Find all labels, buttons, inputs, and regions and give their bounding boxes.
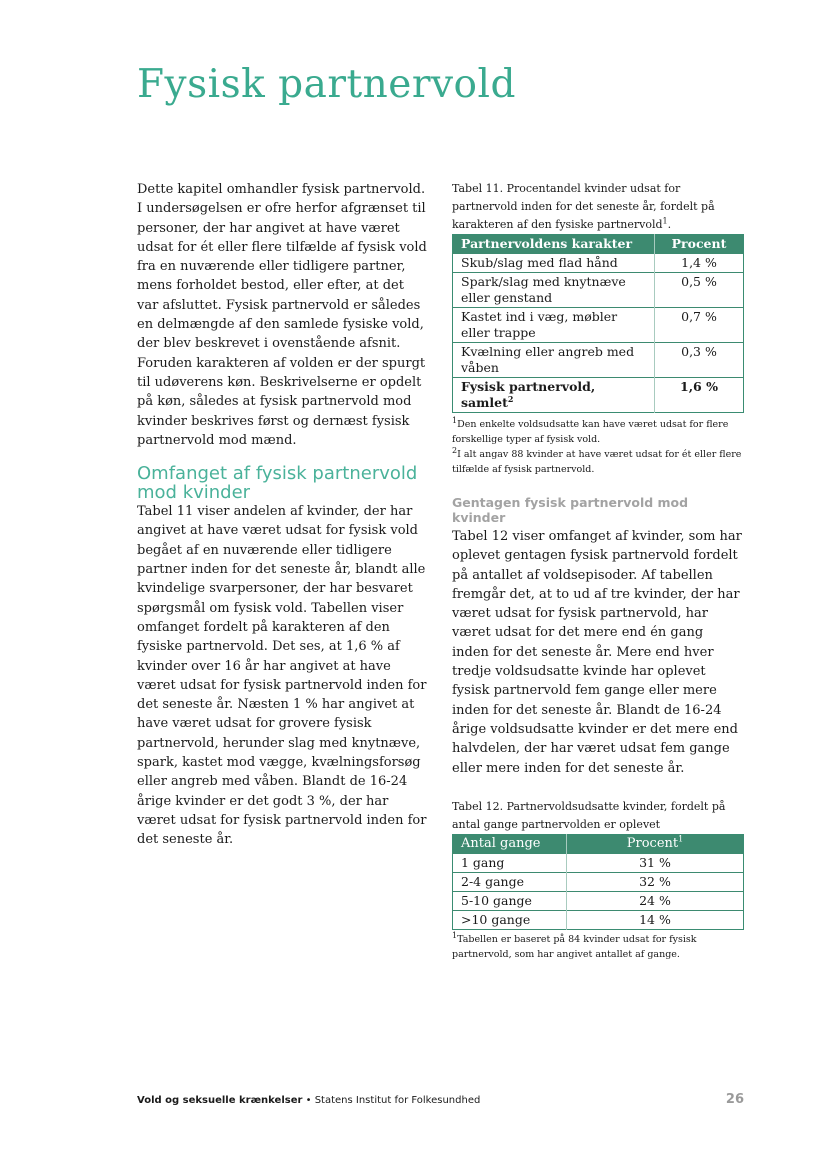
page-number: 26	[725, 1092, 744, 1107]
table-cell: Spark/slag med knytnæve eller genstand	[453, 273, 655, 308]
table-11-caption: Tabel 11. Procentandel kvinder udsat for partnervold inden for det seneste år, fordelt på karakteren af den fysiske partnervold$^1$.	[452, 182, 715, 231]
table-row	[453, 254, 744, 273]
footnote: $^1$Tabellen er baseret på 84 kvinder udsat for fysisk partnervold, som har angivet antallet af gange.	[452, 930, 697, 960]
table-cell: 1,4 %	[655, 254, 744, 273]
publication-title: Vold og seksuelle krænkelser	[137, 1095, 303, 1106]
table-cell: 32 %	[567, 872, 744, 891]
table-row	[453, 872, 744, 891]
table-cell: 24 %	[567, 891, 744, 910]
column-header: Procent	[655, 235, 744, 254]
footer-separator: •	[302, 1095, 315, 1106]
table-cell: 31 %	[567, 853, 744, 872]
table-row	[453, 343, 744, 378]
institute-name: Statens Institut for Folkesundhed	[314, 1095, 481, 1106]
table-cell: 0,5 %	[655, 273, 744, 308]
left-column	[137, 180, 428, 850]
table-cell: 0,3 %	[655, 343, 744, 378]
table-row	[453, 273, 744, 308]
intro-paragraph: Dette kapitel omhandler fysisk partnervold. I undersøgelsen er ofre herfor afgrænset til personer, der har angivet at have været udsat for ét eller flere tilfælde af fysisk vold fra en nuværende eller tidligere partner, mens forholdet bestod, eller efter, at det var afsluttet. Fysisk partnervold er således en delmængde af den samlede fysiske vold, der blev beskrevet i ovenstående afsnit. Foruden karakteren af volden er der spurgt til udøverens køn. Beskrivelserne er opdelt på køn, således at fysisk partnervold mod kvinder beskrives først og dernæst fysisk partnervold mod mænd.	[137, 182, 427, 448]
table-cell: Fysisk partnervold, samlet$^2$	[453, 378, 655, 413]
table-row	[453, 853, 744, 872]
section-heading: Gentagen fysisk partnervold mod kvinder	[452, 495, 689, 525]
table-cell: Skub/slag med flad hånd	[453, 254, 655, 273]
table-total-row	[453, 378, 744, 413]
table-11	[452, 234, 744, 413]
table-12-caption: Tabel 12. Partnervoldsudsatte kvinder, fordelt på antal gange partnervolden er oplevet	[452, 799, 726, 831]
page-title: Fysisk partnervold	[137, 62, 516, 107]
page-footer	[137, 1092, 744, 1107]
footnote: $^2$I alt angav 88 kvinder at have været udsat for ét eller flere tilfælde af fysisk partnervold.	[452, 445, 742, 475]
footnote: $^1$Den enkelte voldsudsatte kan have været udsat for flere forskellige typer af fysisk vold.	[452, 415, 729, 445]
table-cell: Kastet ind i væg, møbler eller trappe	[453, 308, 655, 343]
table-cell: 2-4 gange	[453, 872, 567, 891]
section-paragraph: Tabel 12 viser omfanget af kvinder, som har oplevet gentagen fysisk partnervold fordelt på antallet af voldsepisoder. Af tabellen fremgår det, at to ud af tre kvinder, der har været udsat for fysisk partnervold, har været udsat for det mere end én gang inden for det seneste år. Mere end hver tredje voldsudsatte kvinde har oplevet fysisk partnervold fem gange eller mere inden for det seneste år. Blandt de 16-24 årige voldsudsatte kvinder er det mere end halvdelen, der har været udsat fem gange eller mere inden for det seneste år.	[452, 529, 742, 776]
table-12	[452, 834, 744, 930]
table-row	[453, 308, 744, 343]
column-header: Partnervoldens karakter	[453, 235, 655, 254]
section-heading: Omfanget af fysisk partnervold mod kvinder	[137, 463, 418, 504]
column-header: Antal gange	[453, 834, 567, 853]
table-row	[453, 910, 744, 929]
table-cell: 1 gang	[453, 853, 567, 872]
table-11-footnotes	[452, 417, 744, 477]
table-cell: 1,6 %	[655, 378, 744, 413]
table-cell: Kvælning eller angreb med våben	[453, 343, 655, 378]
column-header: Procent$^1$	[567, 834, 744, 853]
section-paragraph: Tabel 11 viser andelen af kvinder, der har angivet at have været udsat for fysisk vold begået af en nuværende eller tidligere partner inden for det seneste år, blandt alle kvindelige svarpersoner, der har besvaret spørgsmål om fysisk vold. Tabellen viser omfanget fordelt på karakteren af den fysiske partnervold. Det ses, at 1,6 % af kvinder over 16 år har angivet at have været udsat for fysisk partnervold inden for det seneste år. Næsten 1 % har angivet at have været udsat for grovere fysisk partnervold, herunder slag med knytnæve, spark, kastet mod vægge, kvælningsforsøg eller angreb med våben. Blandt de 16-24 årige kvinder er det godt 3 %, der har været udsat for fysisk partnervold inden for det seneste år.	[137, 504, 427, 848]
table-cell: 5-10 gange	[453, 891, 567, 910]
table-cell: >10 gange	[453, 910, 567, 929]
table-cell: 0,7 %	[655, 308, 744, 343]
table-header-row	[453, 235, 744, 254]
right-column	[452, 180, 744, 962]
table-row	[453, 891, 744, 910]
table-header-row	[453, 834, 744, 853]
table-cell: 14 %	[567, 910, 744, 929]
